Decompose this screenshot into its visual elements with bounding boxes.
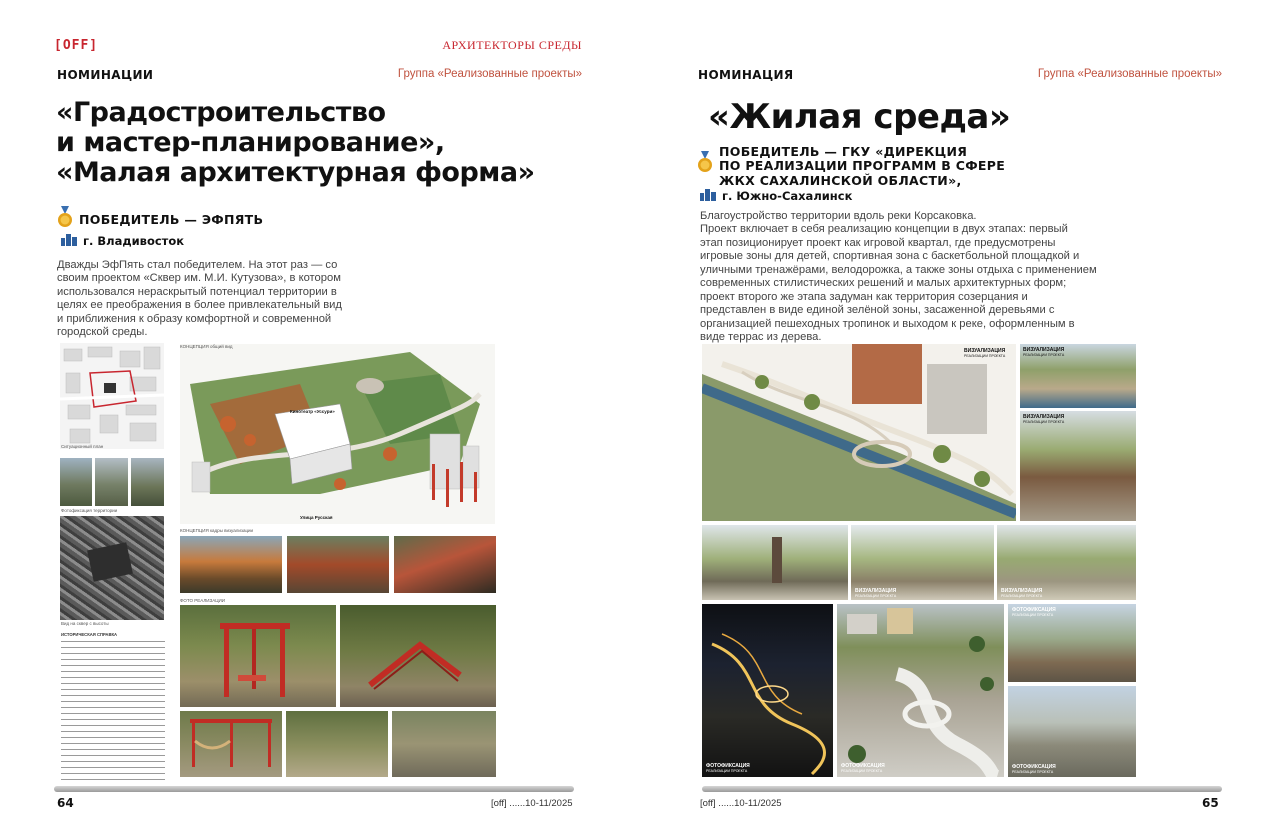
city-line [700,188,852,204]
nomination-kicker: НОМИНАЦИЯ [698,68,794,82]
viz-promenade-title: ВИЗУАЛИЗАЦИЯ [1001,588,1043,594]
photo-real-caption: ФОТО РЕАЛИЗАЦИИ [180,598,226,603]
winner-line-1: ПОБЕДИТЕЛЬ — ГКУ «ДИРЕКЦИЯ [719,144,968,159]
realization-photo-playground [286,711,388,777]
historic-text-block [61,641,165,781]
text-line: Дважды ЭфПять стал победителем. На этот раз — со [57,259,338,271]
viz-thumb-1 [1020,344,1136,408]
photo-day-title: ФОТОФИКСАЦИЯ [841,763,885,769]
page-number: 64 [57,796,74,810]
concept-frame-2 [287,536,389,593]
concept-general-caption: КОНЦЕПЦИЯ общий вид [180,344,233,349]
viz-promenade [997,525,1136,600]
viz-thumb-1-sub: РЕАЛИЗАЦИИ ПРОЕКТА [1023,352,1065,357]
viz-thumb-2 [1020,411,1136,521]
existing-photos-caption: Фотофиксация территории [61,508,118,513]
page-title: «Жилая среда» [708,97,1011,137]
photo-walkway-caption [1012,765,1056,774]
project-description [700,210,1170,344]
viz-thumb-2-title: ВИЗУАЛИЗАЦИЯ [1023,414,1065,420]
existing-photo-2 [95,458,128,506]
viz-thumb-1-title: ВИЗУАЛИЗАЦИЯ [1023,347,1065,353]
city-name: г. Южно-Сахалинск [722,189,853,203]
text-line: проект второго же этапа задуман как территория созерцания и [700,290,1028,303]
nominations-kicker: НОМИНАЦИИ [57,68,154,82]
realization-photo-bridge [340,605,496,707]
photo-day-aerial [837,604,1004,777]
main-visualization [702,344,1016,521]
city-buildings-icon [61,233,77,249]
viz-promenade-caption [1001,589,1042,598]
text-line: уличными тренажёрами, велодорожка, а также зоны отдыха с применением [700,263,1097,276]
viz-caption [964,349,1005,358]
group-label: Группа «Реализованные проекты» [1037,68,1222,80]
photo-deck [1008,604,1136,682]
footer-rule [702,786,1222,792]
aerial-caption: Вид на сквер с высоты [61,621,109,626]
street-label: Улица Русская [300,515,333,520]
city-line [61,233,184,249]
medal-icon [57,206,73,228]
winner-line-2: ПО РЕАЛИЗАЦИИ ПРОГРАММ В СФЕРЕ [719,158,1006,174]
text-line: виде террас из дерева. [700,330,822,343]
page-number: 65 [1202,796,1219,810]
text-line: Проект включает в себя реализацию концепции в двух этапах: первый [700,223,1068,236]
photo-walkway-title: ФОТОФИКСАЦИЯ [1012,764,1056,770]
existing-photo-3 [131,458,164,506]
text-line: представлен в виде единой зелёной зоны, засаженной деревьями с [700,304,1055,317]
realization-photo-pavilion [180,605,336,707]
title-line: «Малая архитектурная форма» [56,157,535,189]
text-line: своим проектом «Сквер им. М.И. Кутузова», в котором [57,272,341,285]
group-label: Группа «Реализованные проекты» [397,68,582,80]
winner-line [57,206,263,228]
text-line: городской среды. [57,326,148,339]
viz-monument [702,525,848,600]
concept-frame-1 [180,536,282,593]
viz-caption-title: ВИЗУАЛИЗАЦИЯ [964,348,1006,354]
photo-deck-caption [1012,608,1056,617]
text-line: Благоустройство территории вдоль реки Корсаковка. [700,210,977,222]
viz-pergola-sub: РЕАЛИЗАЦИИ ПРОЕКТА [855,593,897,598]
realization-photo-hammocks [180,711,282,777]
viz-promenade-sub: РЕАЛИЗАЦИИ ПРОЕКТА [1001,593,1043,598]
issue-label: [off] ......10-11/2025 [700,798,782,809]
winner-line [697,145,1005,188]
medal-icon [697,151,713,173]
city-buildings-icon [700,188,716,204]
building-label: Кинотеатр «Уссури» [290,409,335,414]
concept-general-render [180,344,495,524]
photo-walkway-sub: РЕАЛИЗАЦИИ ПРОЕКТА [1012,769,1054,774]
photo-deck-title: ФОТОФИКСАЦИЯ [1012,607,1056,613]
concept-frames-caption: КОНЦЕПЦИЯ кадры визуализации [180,528,254,533]
viz-pergola-title: ВИЗУАЛИЗАЦИЯ [855,588,897,594]
issue-label: [off] ......10-11/2025 [491,798,573,809]
running-head: АРХИТЕКТОРЫ СРЕДЫ [442,38,582,52]
realization-photo-seating [392,711,496,777]
viz-pergola-caption [855,589,896,598]
viz-thumb-2-caption [1023,415,1064,424]
winner-name [719,145,1005,188]
viz-thumb-1-caption [1023,348,1064,357]
situation-plan [60,343,164,449]
photo-night-sub: РЕАЛИЗАЦИИ ПРОЕКТА [706,768,748,773]
winner-name: ПОБЕДИТЕЛЬ — ЭФПЯТЬ [79,212,264,227]
winner-line-3: ЖКХ САХАЛИНСКОЙ ОБЛАСТИ», [719,172,962,188]
photo-walkway [1008,686,1136,777]
photo-night-title: ФОТОФИКСАЦИЯ [706,763,750,769]
concept-frame-3 [394,536,496,593]
text-line: целях ее преображения в более привлекательный вид [57,299,342,312]
historic-note [61,632,165,781]
photo-night-caption [706,764,750,773]
photo-day-caption [841,764,885,773]
right-page [640,0,1280,828]
page-title [56,98,535,189]
photo-deck-sub: РЕАЛИЗАЦИИ ПРОЕКТА [1012,612,1054,617]
text-line: современных стилистических решений и малых архитектурных форм; [700,277,1067,290]
viz-thumb-2-sub: РЕАЛИЗАЦИИ ПРОЕКТА [1023,419,1065,424]
photo-night-aerial [702,604,833,777]
historic-title: ИСТОРИЧЕСКАЯ СПРАВКА [61,632,118,637]
text-line: использовался нераскрытый потенциал территории в [57,285,337,298]
text-line: игровые зоны для детей, спортивная зона с баскетбольной площадкой и [700,250,1080,263]
footer-rule [54,786,574,792]
viz-caption-sub: РЕАЛИЗАЦИИ ПРОЕКТА [964,353,1006,358]
photo-day-sub: РЕАЛИЗАЦИИ ПРОЕКТА [841,768,883,773]
situation-caption: Ситуационный план [61,444,104,449]
title-line: и мастер-планирование», [56,127,445,159]
viz-pergola [851,525,994,600]
existing-photo-1 [60,458,92,506]
text-line: организацией пешеходных тропинок и выходом к реке, оформленным в [700,317,1075,330]
aerial-archive-photo [60,516,164,620]
intro-text [57,259,397,340]
city-name: г. Владивосток [83,234,185,248]
text-line: этап позиционирует проект как игровой квартал, где предусмотрены [700,236,1056,249]
text-line: и приближения к образу комфортной и современной [57,312,332,325]
magazine-logo: [OFF] [54,38,99,53]
title-line: «Градостроительство [56,97,386,128]
